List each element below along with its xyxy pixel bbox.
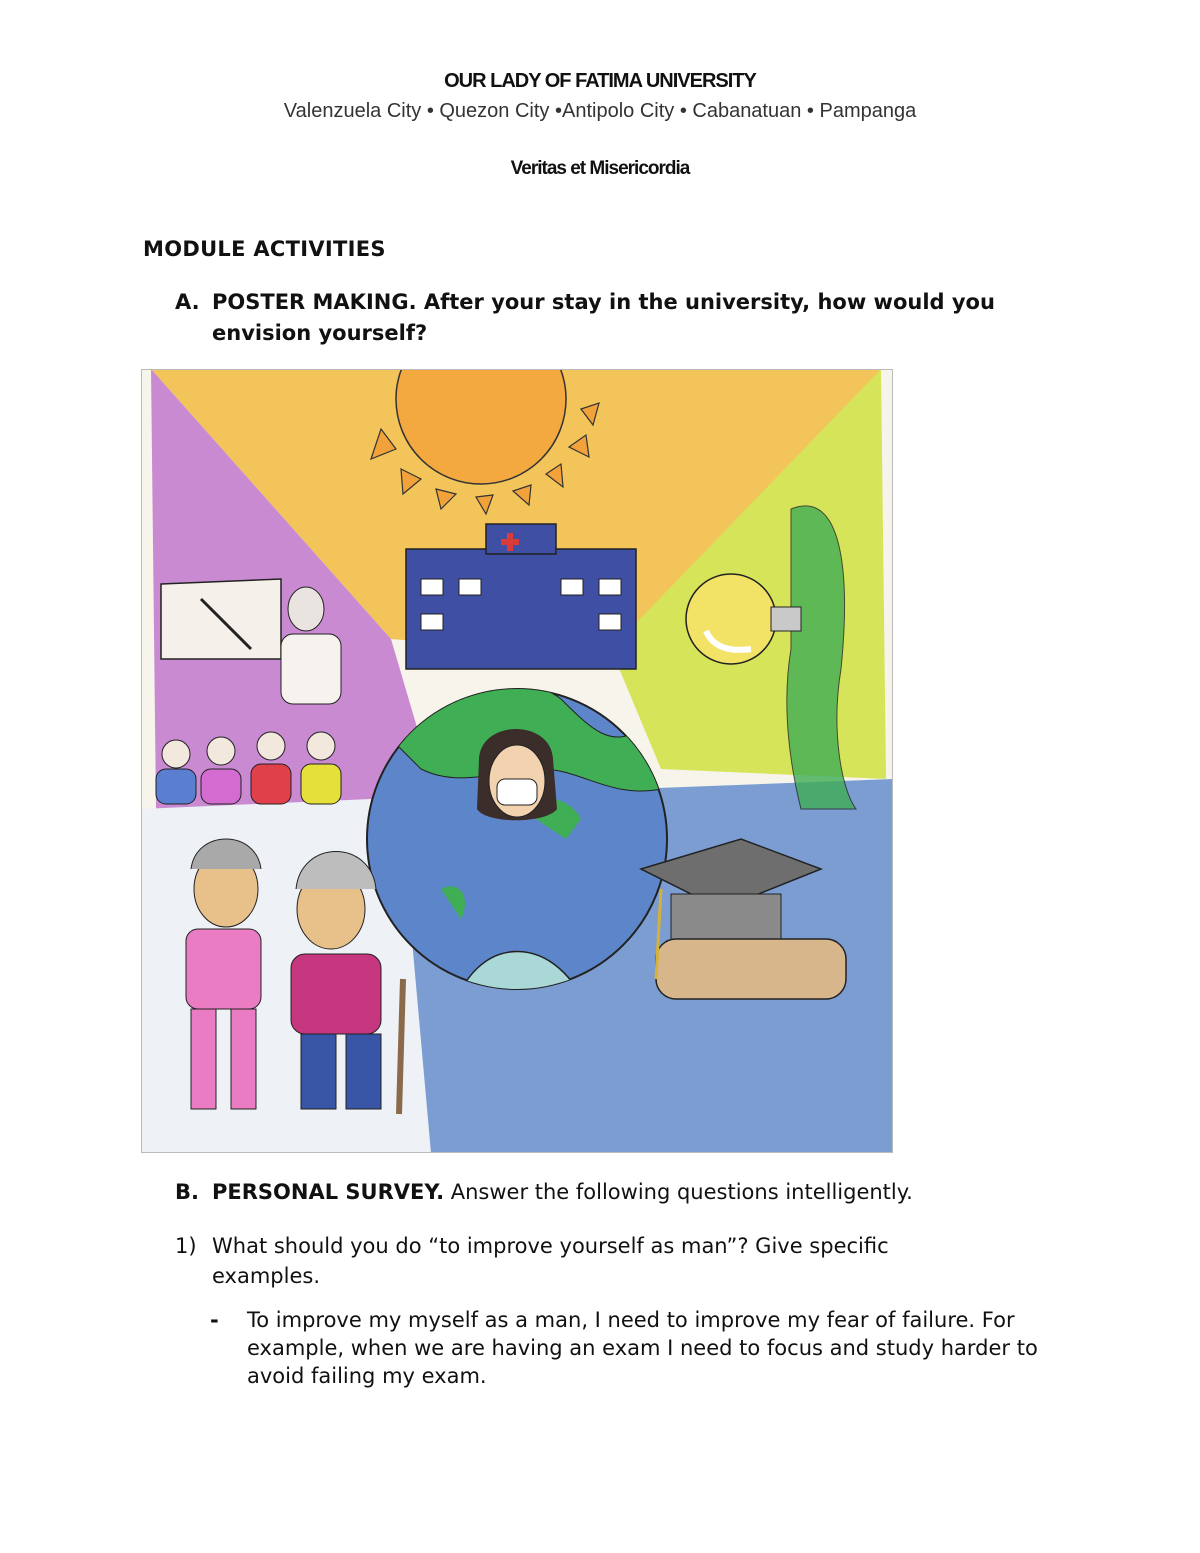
answer-1-text: To improve my myself as a man, I need to improve my fear of failure. For example, when we are having an exam I need to focus and study harder to avoid failing my exam.: [247, 1308, 1038, 1388]
campus-list: Valenzuela City • Quezon City •Antipolo City • Cabanatuan • Pampanga: [283, 100, 917, 122]
section-b-marker: B.: [175, 1180, 199, 1204]
question-1-text: What should you do “to improve yourself as man”? Give specific examples.: [212, 1234, 889, 1288]
section-a-marker: A.: [175, 290, 200, 314]
face-mask: [497, 779, 537, 805]
section-a-text: POSTER MAKING. After your stay in the university, how would you envision yourself?: [212, 290, 995, 345]
poster-drawing: [141, 369, 893, 1153]
university-name: OUR LADY OF FATIMA UNIVERSITY: [444, 70, 756, 92]
section-b-text: [212, 1180, 1072, 1204]
module-title: MODULE ACTIVITIES: [143, 237, 386, 261]
answer-1-marker: -: [210, 1308, 219, 1332]
section-b-label: PERSONAL SURVEY.: [212, 1180, 445, 1204]
section-b-instruction: Answer the following questions intelligently.: [444, 1180, 913, 1204]
question-1-marker: 1): [175, 1234, 197, 1258]
university-motto: Veritas et Misericordia: [510, 158, 690, 179]
